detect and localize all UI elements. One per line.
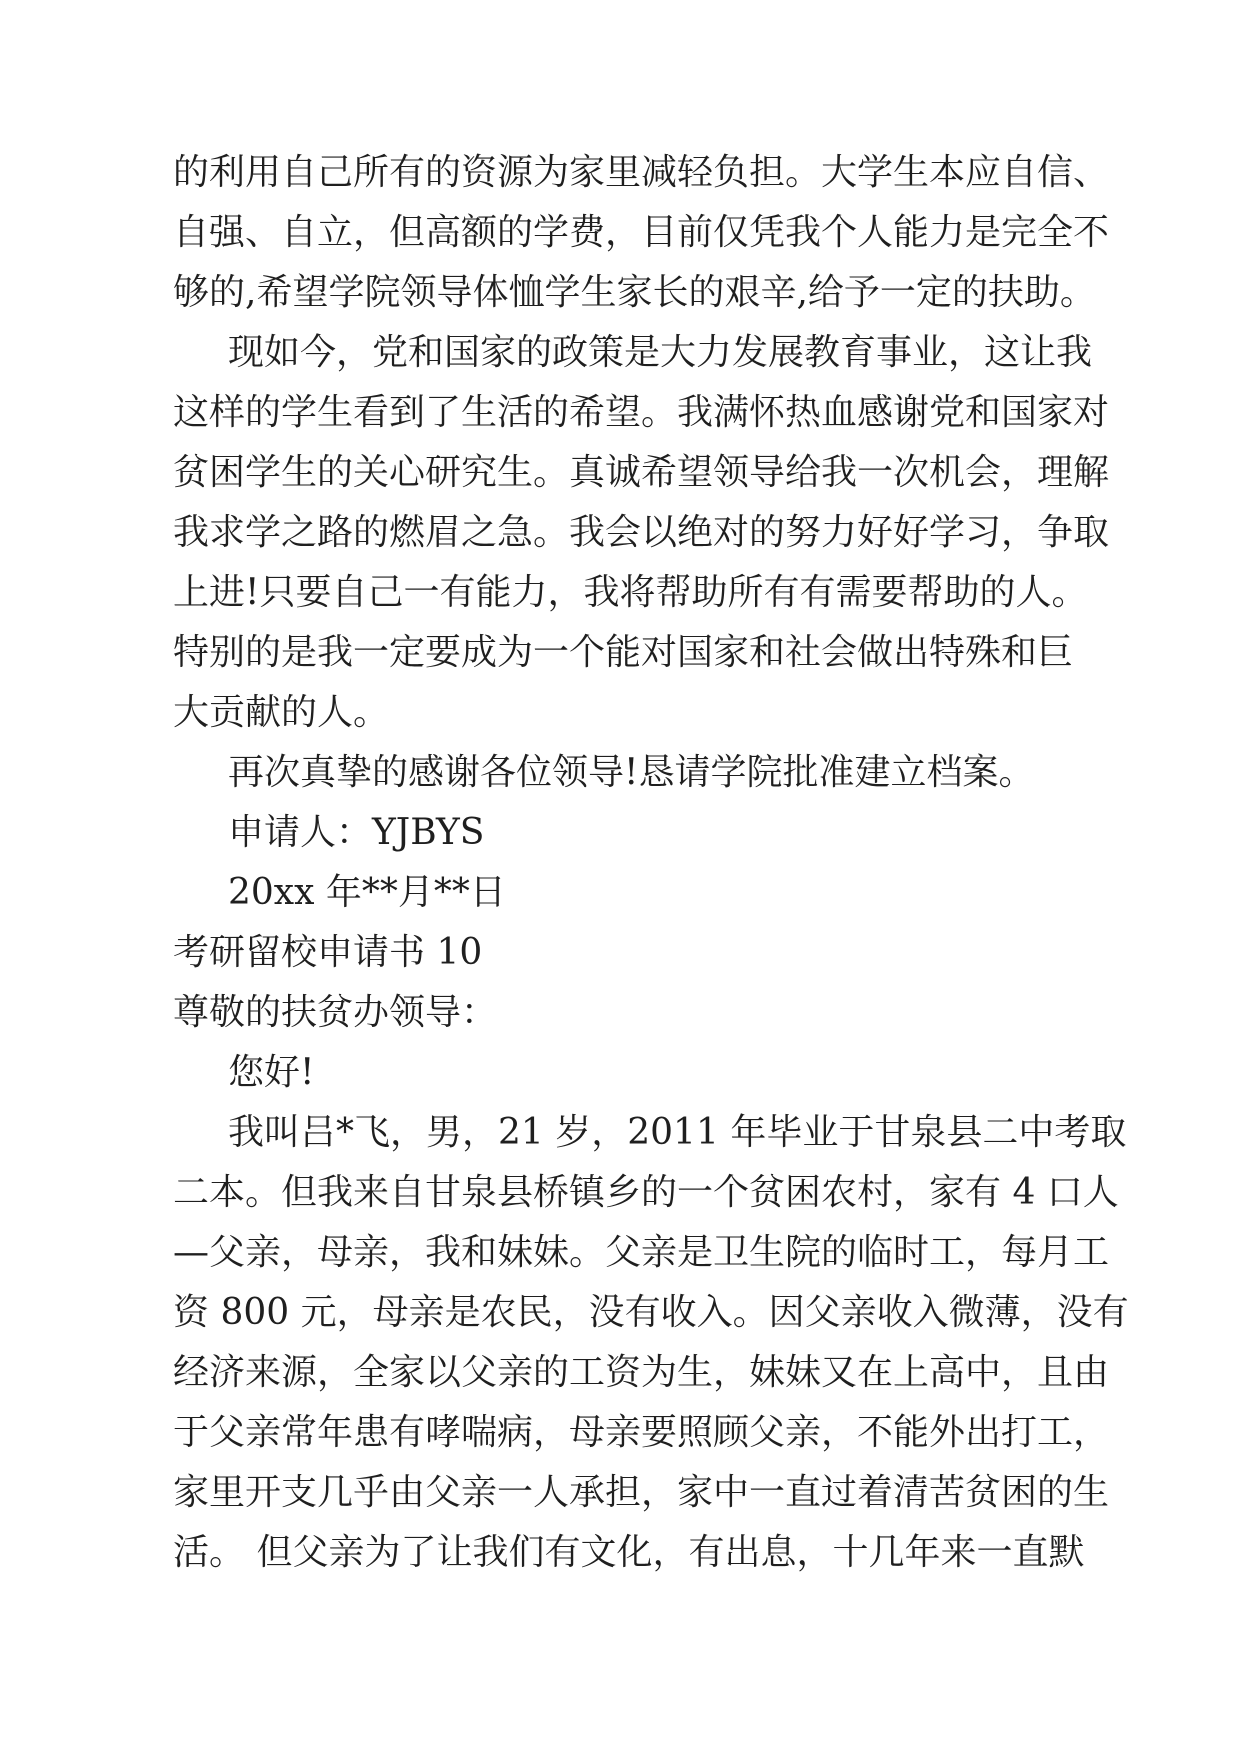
text-line: 特别的是我一定要成为一个能对国家和社会做出特殊和巨 <box>173 632 1074 673</box>
text-line: 我叫吕*飞，男，21 岁，2011 年毕业于甘泉县二中考取 <box>228 1112 1127 1153</box>
text-line: 家里开支几乎由父亲一人承担，家中一直过着清苦贫困的生 <box>173 1472 1110 1513</box>
text-line: 现如今，党和国家的政策是大力发展教育事业，这让我 <box>228 332 1093 373</box>
text-line: —父亲，母亲，我和妹妹。父亲是卫生院的临时工，每月工 <box>173 1232 1110 1273</box>
text-line: 贫困学生的关心研究生。真诚希望领导给我一次机会，理解 <box>173 452 1110 493</box>
text-line: 这样的学生看到了生活的希望。我满怀热血感谢党和国家对 <box>173 392 1110 433</box>
text-line: 自强、自立，但高额的学费，目前仅凭我个人能力是完全不 <box>173 212 1110 253</box>
text-line: 经济来源，全家以父亲的工资为生，妹妹又在上高中，且由 <box>173 1352 1110 1393</box>
text-line: 够的,希望学院领导体恤学生家长的艰辛,给予一定的扶助。 <box>173 272 1096 313</box>
text-line: 再次真挚的感谢各位领导!恳请学院批准建立档案。 <box>228 752 1035 793</box>
text-line: 活。 但父亲为了让我们有文化，有出息，十几年来一直默 <box>173 1532 1085 1573</box>
text-line: 于父亲常年患有哮喘病，母亲要照顾父亲，不能外出打工， <box>173 1412 1110 1453</box>
text-line: 资 800 元，母亲是农民，没有收入。因父亲收入微薄，没有 <box>173 1292 1129 1333</box>
text-line: 二本。但我来自甘泉县桥镇乡的一个贫困农村，家有 4 口人 <box>173 1172 1119 1213</box>
text-line: 我求学之路的燃眉之急。我会以绝对的努力好好学习，争取 <box>173 512 1110 553</box>
section-heading: 考研留校申请书 10 <box>173 932 483 973</box>
signature-line: 申请人：YJBYS <box>228 812 485 853</box>
greeting: 您好! <box>228 1052 315 1093</box>
text-line: 大贡献的人。 <box>173 692 390 733</box>
date-line: 20xx 年**月**日 <box>228 872 506 913</box>
salutation: 尊敬的扶贫办领导： <box>173 992 498 1033</box>
text-line: 上进!只要自己一有能力，我将帮助所有有需要帮助的人。 <box>173 572 1088 613</box>
text-line: 的利用自己所有的资源为家里减轻负担。大学生本应自信、 <box>173 152 1110 193</box>
